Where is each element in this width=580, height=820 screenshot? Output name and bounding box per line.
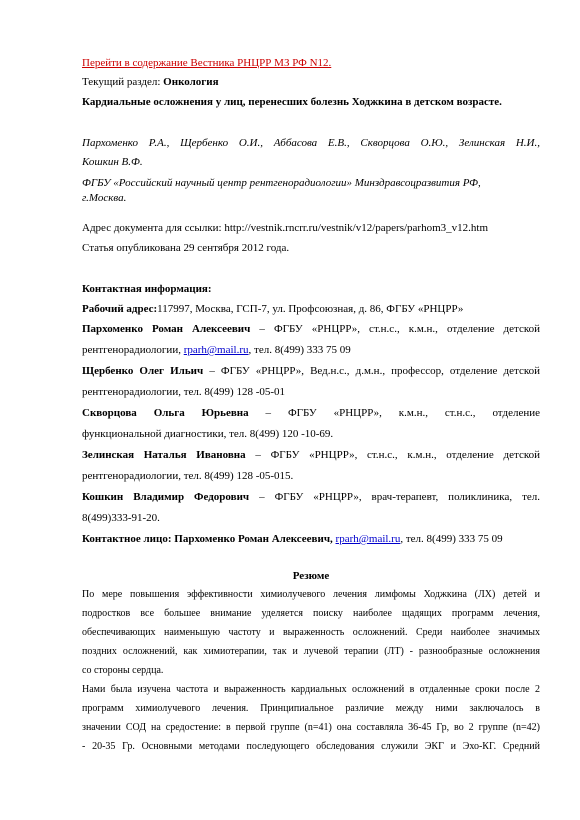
contact-details: – ФГБУ «РНЦРР», ст.н.с., к.м.н., отделение детской (255, 449, 540, 461)
summary-line: значении СОД на средостение: в первой группе (n=41) она составляла 36-45 Гр, во 2 группе (n=42) (82, 722, 540, 733)
contact-4-line-2: рентгенорадиологии, тел. 8(499) 128 -05-015. (82, 470, 294, 482)
summary-heading: Резюме (292, 570, 330, 582)
contact-name: Кошкин Владимир Федорович (82, 491, 250, 503)
summary-line: со стороны сердца. (82, 665, 164, 676)
contact-5-line-1 (82, 490, 540, 504)
contact-details: – ФГБУ «РНЦРР», врач-терапевт, поликлиника, тел. (259, 491, 541, 503)
section-label: Текущий раздел: (82, 76, 164, 88)
summary-line: программ химиолучевого лечения. Принципиальное различие между ними заключалось в (82, 703, 540, 714)
email-link[interactable]: rparh@mail.ru (183, 344, 249, 356)
contact-4-line-1 (82, 448, 540, 462)
contact-3-line-2: функциональной диагностики, тел. 8(499) 120 -10-69. (82, 428, 334, 440)
contact-detail-part: ФГБУ (287, 407, 317, 419)
summary-line: По мере повышения эффективности химиолучевого лечения лимфомы Ходжкина (ЛХ) детей и (82, 589, 540, 600)
published-date: Статья опубликована 29 сентября 2012 года. (82, 242, 290, 254)
work-address-label: Рабочий адрес: (82, 303, 158, 315)
contact-person-email-link[interactable]: rparh@mail.ru (335, 533, 401, 545)
contact-person-phone: , тел. 8(499) 333 75 09 (400, 533, 503, 545)
affiliation-line-2: г.Москва. (82, 192, 127, 204)
work-address (82, 302, 463, 316)
address-url: http://vestnik.rncrr.ru/vestnik/v12/papers/parhom3_v12.htm (224, 222, 489, 234)
top-link[interactable] (82, 56, 331, 70)
contents-link[interactable]: Перейти в содержание Вестника РНЦРР МЗ РФ N12. (82, 57, 332, 69)
contact-detail-part: отделение (492, 407, 540, 419)
address-label: Адрес документа для ссылки: (82, 222, 225, 234)
contact-2-line-1 (82, 364, 540, 378)
work-address-value: 117997, Москва, ГСП-7, ул. Профсоюзная, д. 86, ФГБУ «РНЦРР» (157, 303, 464, 315)
contact-1-line-2 (82, 343, 351, 357)
authors-line-1: Пархоменко Р.А., Щербенко О.И., Аббасова Е.В., Скворцова О.Ю., Зелинская Н.И., (82, 137, 540, 149)
article-title: Кардиальные осложнения у лиц, перенесших болезнь Ходжкина в детском возрасте. (82, 96, 502, 108)
current-section (82, 75, 219, 89)
contact-dept: рентгенорадиологии, (82, 344, 184, 356)
contact-name-part: Юрьевна (201, 407, 249, 419)
authors-line-2: Кошкин В.Ф. (82, 156, 143, 168)
contact-2-line-2: рентгенорадиологии, тел. 8(499) 128 -05-01 (82, 386, 286, 398)
contact-details: – ФГБУ «РНЦРР», Вед.н.с., д.м.н., профессор, отделение детской (209, 365, 541, 377)
contact-phone: , тел. 8(499) 333 75 09 (248, 344, 351, 356)
contact-name-part: Ольга (153, 407, 185, 419)
contact-detail-part: ст.н.с., (444, 407, 476, 419)
contact-person-label: Контактное лицо: Пархоменко Роман Алексеевич, (82, 533, 336, 545)
contact-5-line-2: 8(499)333-91-20. (82, 512, 160, 524)
contact-name: Щербенко Олег Ильич (82, 365, 204, 377)
contact-name: Зелинская Наталья Ивановна (82, 449, 246, 461)
contact-name-part: Скворцова (82, 407, 137, 419)
contact-3-line-1 (82, 406, 540, 420)
summary-line: подростков все большее внимание уделяется поиску наиболее щадящих программ лечения, (82, 608, 540, 619)
contact-details: – ФГБУ «РНЦРР», ст.н.с., к.м.н., отделение детской (259, 323, 540, 335)
contact-person (82, 532, 503, 546)
contact-heading: Контактная информация: (82, 283, 212, 295)
summary-line: - 20-35 Гр. Основными методами последующего обследования служили ЭКГ и Эхо-КГ. Средний (82, 741, 540, 752)
summary-line: Нами была изучена частота и выраженность кардиальных осложнений в отдаленные сроки после 2 (82, 684, 540, 695)
contact-detail-part: – (265, 407, 272, 419)
summary-line: поздних осложнений, как химиотерапии, так и лучевой терапии (ЛТ) - разнообразные осложнения (82, 646, 540, 657)
document-address (82, 221, 488, 235)
summary-line: обеспечивающих наименьшую частоту и выраженность осложнений. Среди наиболее значимых (82, 627, 540, 638)
contact-detail-part: «РНЦРР», (333, 407, 382, 419)
contact-1-line-1 (82, 322, 540, 336)
section-value: Онкология (163, 76, 219, 88)
contact-detail-part: к.м.н., (398, 407, 428, 419)
contact-name: Пархоменко Роман Алексеевич (82, 323, 251, 335)
affiliation-line-1: ФГБУ «Российский научный центр рентгенорадиологии» Минздравсоцразвития РФ, (82, 177, 481, 189)
